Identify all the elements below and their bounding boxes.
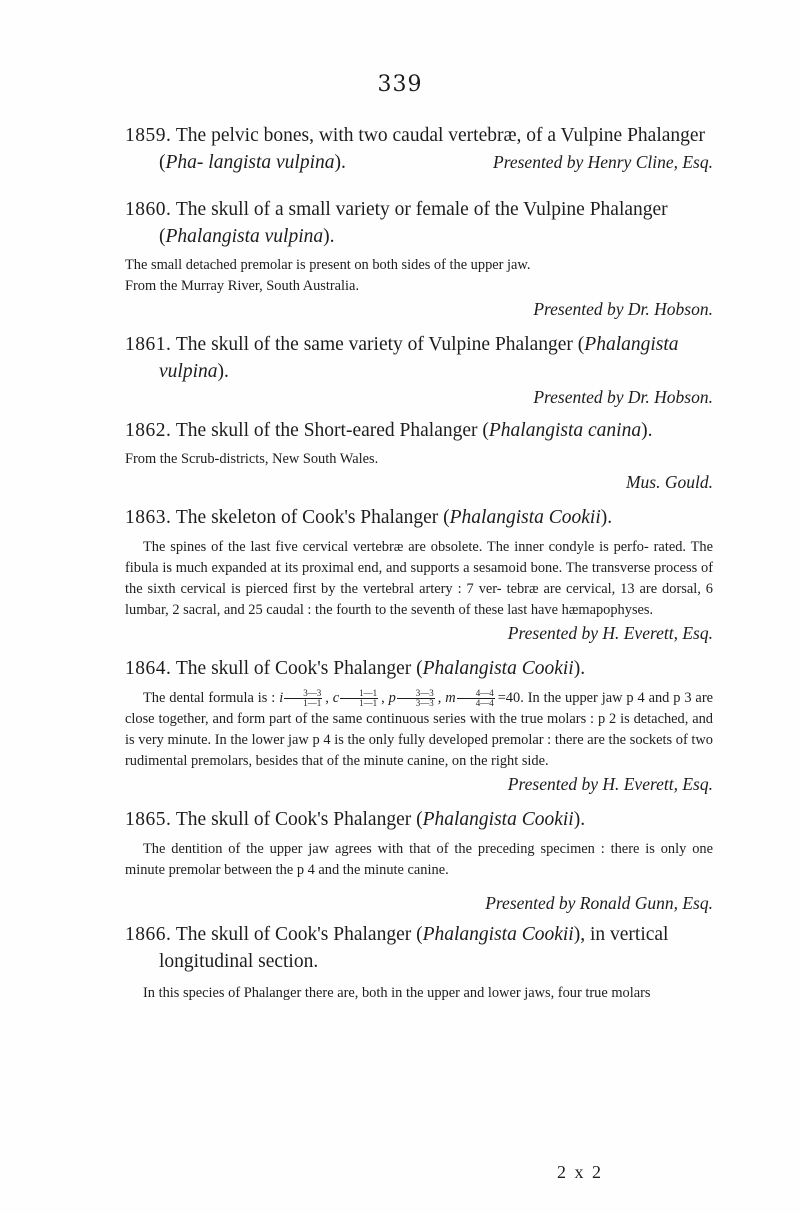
credit-line: Presented by Henry Cline, Esq. [493, 152, 713, 172]
fraction-incisors: $\frac{3—3}{1—1}$ [284, 689, 322, 708]
entry-title-end: ). [573, 809, 586, 830]
entry-1866 [125, 921, 713, 1004]
entry-1865 [125, 806, 713, 915]
entry-heading [125, 122, 713, 176]
entry-title-end: ). [217, 361, 229, 382]
entry-title: The skull of a small variety or female of the Vulpine Phalanger ( [159, 199, 668, 247]
scientific-name: Phalangista Cookii [422, 924, 574, 945]
scientific-name: Pha- langista vulpina [165, 152, 335, 173]
entry-title: The skull of Cook's Phalanger ( [171, 809, 423, 830]
entry-description-rest: In the upper jaw p 4 and p 3 are close together, and form part of the same continuous series with the true molars : p 2 is detached, and is very minute. In the lower jaw p 4 is the only fully developed premolar : there are the sockets of two rudimental premolars, besides that of the minute canine, on the right side. [125, 690, 713, 769]
entry-number: 1864. [125, 658, 172, 679]
scientific-name: Phalangista Cookii [422, 658, 574, 679]
entry-title-end: ). [323, 226, 335, 247]
entry-1862 [125, 417, 713, 494]
entry-title: The skull of the Short-eared Phalanger ( [171, 420, 489, 441]
entry-number: 1862. [125, 420, 172, 441]
entry-title-end: ), in vertical longitudinal section. [159, 924, 669, 972]
entry-description: In this species of Phalanger there are, both in the upper and lower jaws, four true molars [143, 985, 651, 1001]
entry-title: The skull of the same variety of Vulpine Phalanger ( [171, 334, 585, 355]
entry-number: 1863. [125, 507, 172, 528]
entry-heading [125, 806, 713, 833]
entry-number: 1861. [125, 334, 172, 355]
fraction-premolars: $\frac{3—3}{3—3}$ [397, 689, 435, 708]
credit-line: Presented by Dr. Hobson. [533, 299, 713, 319]
entry-heading [125, 331, 713, 385]
entry-heading [125, 504, 713, 531]
entry-title: The pelvic bones, with two caudal vertebræ, of a Vulpine Phalanger ( [159, 125, 706, 173]
entry-description: The dentition of the upper jaw agrees with that of the preceding specimen : there is only one minute premolar between the p 4 and the minute canine. [125, 841, 713, 878]
credit-line: Presented by H. Everett, Esq. [507, 623, 713, 643]
entry-1861 [125, 331, 713, 409]
formula-total: =40. [497, 690, 524, 706]
entry-title-end: ). [641, 420, 653, 441]
entry-note: The small detached premolar is present on both sides of the upper jaw. [125, 257, 531, 273]
entry-heading [125, 196, 713, 250]
credit-line: Mus. Gould. [625, 472, 713, 492]
scientific-name: Phalangista Cookii [422, 809, 574, 830]
credit-line: Presented by Ronald Gunn, Esq. [485, 893, 713, 913]
entry-note: From the Murray River, South Australia. [125, 278, 360, 294]
entry-heading [125, 655, 713, 682]
entry-1864 [125, 655, 713, 796]
entry-number: 1859. [125, 125, 172, 146]
formula-lead: The dental formula is : [143, 690, 276, 706]
entry-number: 1865. [125, 809, 172, 830]
scientific-name: Phalangista Cookii [449, 507, 601, 528]
credit-line: Presented by H. Everett, Esq. [507, 774, 713, 794]
scientific-name: Phalangista vulpina [165, 226, 324, 247]
entry-title-end: ). [334, 152, 346, 173]
page-number: 339 [377, 72, 423, 97]
scientific-name: Phalangista canina [488, 420, 642, 441]
entry-1860 [125, 196, 713, 321]
entry-heading [125, 921, 713, 975]
entry-description: The spines of the last five cervical vertebræ are obsolete. The inner condyle is perfo- rated. The fibula is much expanded at its proximal end, and supports a sesamoid bone. The transverse process of the sixth cervical is pierced first by the vertebral artery : 7 ver- tebræ are cervical, 13 are dorsal, 6 lumbar, 2 sacral, and 25 caudal : the fourth to the seventh of these last have hæmapophyses. [125, 539, 713, 618]
fraction-molars: $\frac{4—4}{4—4}$ [457, 689, 495, 708]
entry-number: 1866. [125, 924, 172, 945]
entry-1859 [125, 122, 713, 176]
scientific-name: Phalangista vulpina [159, 334, 679, 382]
fraction-canines: $\frac{1—1}{1—1}$ [340, 689, 378, 708]
signature-mark: 2 x 2 [557, 1162, 603, 1182]
entry-title: The skeleton of Cook's Phalanger ( [171, 507, 450, 528]
entry-note: From the Scrub-districts, New South Wales. [125, 451, 379, 467]
entry-heading [125, 417, 713, 444]
credit-line: Presented by Dr. Hobson. [533, 387, 713, 407]
catalogue-entries [125, 122, 713, 1004]
entry-title-end: ). [573, 658, 586, 679]
entry-1863 [125, 504, 713, 645]
entry-number: 1860. [125, 199, 172, 220]
entry-title: The skull of Cook's Phalanger ( [171, 924, 423, 945]
entry-title-end: ). [600, 507, 613, 528]
entry-title: The skull of Cook's Phalanger ( [171, 658, 423, 679]
entry-description: The dental formula is : i $\frac{3—3}{1—1}$ , c $\frac{1—1}{1—1}$ , p $\frac{3—3}{3—3}$ , m $\frac{4—4}{4—4}$ =40. In the upper jaw p 4 and p 3 are close together, and form part of the same continuous series with the true molars : p 2 is detached, and is very minute. In the lower jaw p 4 is the only fully developed premolar : there are the sockets of two rudimental premolars, besides that of the minute canine, on the right side. [125, 688, 713, 769]
